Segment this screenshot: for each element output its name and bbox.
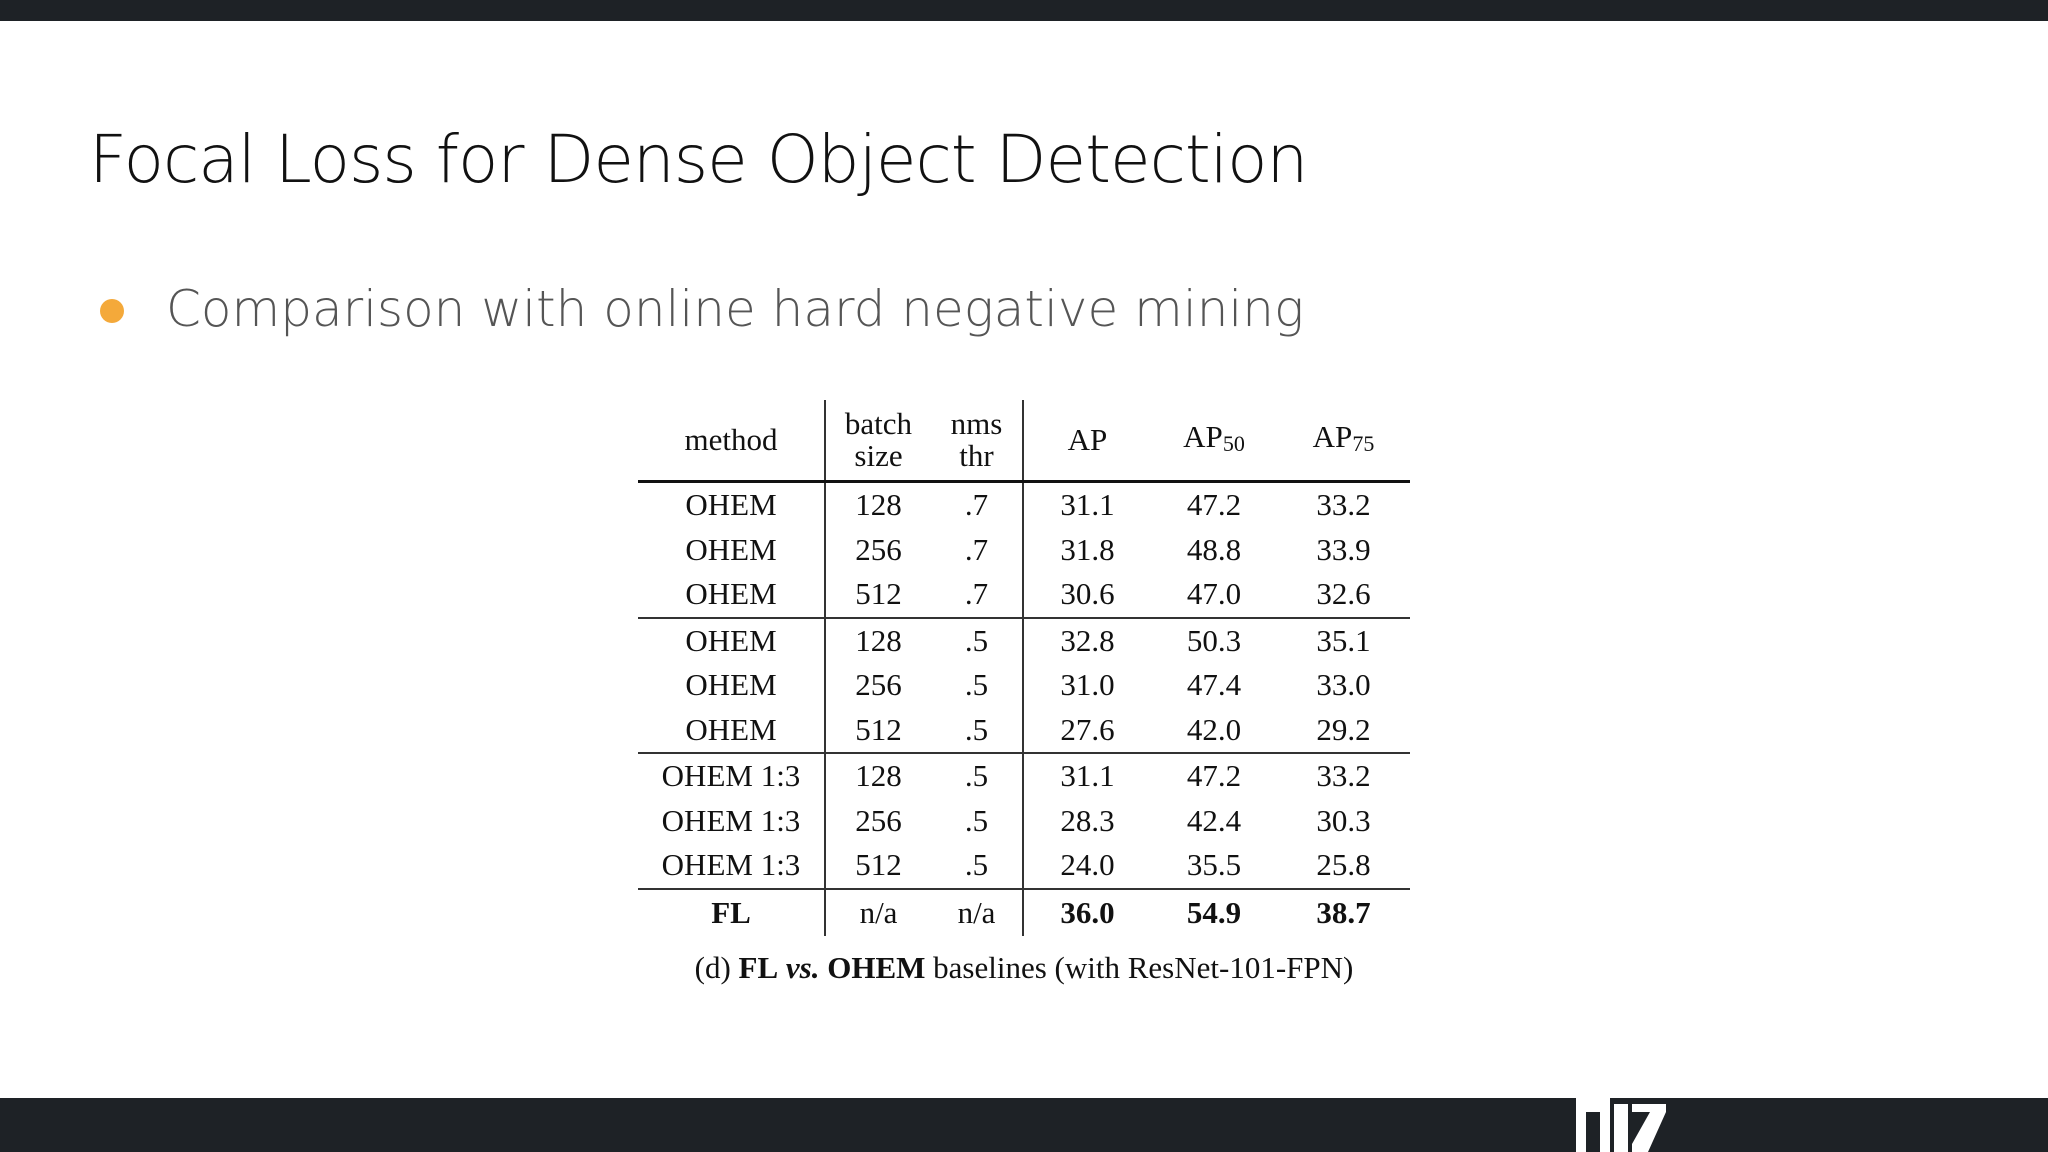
top-bar xyxy=(0,0,2048,21)
cell-ap75: 33.9 xyxy=(1316,531,1371,567)
cell-nms-thr: .5 xyxy=(931,663,1023,708)
cell-ap50: 47.0 xyxy=(1186,576,1242,612)
cell-ap75: 35.1 xyxy=(1277,618,1410,664)
cell-method: OHEM xyxy=(638,528,825,573)
cell-nms-thr: .7 xyxy=(931,528,1023,573)
cell-ap50: 42.4 xyxy=(1186,802,1242,838)
cell-method: FL xyxy=(638,889,825,936)
cell-ap75: 38.7 xyxy=(1277,889,1410,936)
cell-ap: 31.1 xyxy=(1023,753,1151,799)
cell-batch-size: 512 xyxy=(855,847,902,883)
cell-batch-size: 128 xyxy=(825,753,931,799)
cell-ap: 31.1 xyxy=(1060,487,1115,523)
table-row xyxy=(638,482,1410,528)
cell-ap50: 54.9 xyxy=(1151,889,1277,936)
cell-method: OHEM xyxy=(638,572,825,618)
header-ap50: $AP_{50}$ xyxy=(1183,418,1245,456)
table-row xyxy=(638,663,1410,708)
header-ap: AP xyxy=(1067,422,1108,457)
cell-batch-size: 128 xyxy=(855,487,902,523)
brand-logo xyxy=(1568,1092,1668,1152)
slide-title: Focal Loss for Dense Object Detection xyxy=(89,121,1308,198)
cell-nms-thr: n/a xyxy=(931,889,1023,936)
cell-batch-size: 512 xyxy=(855,576,902,612)
cell-ap50: 47.2 xyxy=(1186,487,1242,523)
cell-ap50: 35.5 xyxy=(1186,847,1242,883)
cell-nms-thr: .5 xyxy=(931,618,1023,664)
table-header-row xyxy=(638,400,1410,482)
table-row xyxy=(638,708,1410,754)
cell-method: OHEM xyxy=(638,663,825,708)
cell-method: OHEM xyxy=(638,482,825,528)
results-table xyxy=(638,400,1410,936)
cell-batch-size: 256 xyxy=(855,802,902,838)
table-caption: (d) FL vs. OHEM baselines (with ResNet-101-FPN) xyxy=(694,949,1354,985)
cell-ap75: 33.2 xyxy=(1277,753,1410,799)
cell-nms-thr: .7 xyxy=(931,482,1023,528)
cell-nms-thr: .5 xyxy=(931,708,1023,754)
bullet-text: Comparison with online hard negative mining xyxy=(166,280,1304,338)
results-table-figure xyxy=(638,400,1410,986)
table-row xyxy=(638,843,1410,889)
header-batch-size: batch size xyxy=(844,406,913,473)
cell-nms-thr: .5 xyxy=(931,753,1023,799)
cell-ap50: 42.0 xyxy=(1186,711,1242,747)
cell-ap75: 32.6 xyxy=(1316,576,1371,612)
cell-method: OHEM xyxy=(638,708,825,754)
cell-ap50: 47.4 xyxy=(1186,667,1242,703)
cell-ap75: 25.8 xyxy=(1316,847,1371,883)
table-row xyxy=(638,528,1410,573)
table-row xyxy=(638,753,1410,799)
cell-ap: 36.0 xyxy=(1023,889,1151,936)
cell-ap75: 29.2 xyxy=(1316,711,1371,747)
cell-batch-size: 256 xyxy=(855,531,902,567)
cell-ap50: 48.8 xyxy=(1186,531,1242,567)
cell-ap75: 33.0 xyxy=(1316,667,1371,703)
table-row xyxy=(638,572,1410,618)
header-ap75: $AP_{75}$ xyxy=(1312,418,1375,456)
cell-ap: 31.0 xyxy=(1060,667,1115,703)
header-method: method xyxy=(638,400,825,482)
cell-ap: 24.0 xyxy=(1060,847,1115,883)
bottom-bar xyxy=(0,1098,2048,1152)
cell-ap: 28.3 xyxy=(1060,802,1115,838)
cell-batch-size: n/a xyxy=(825,889,931,936)
cell-method: OHEM 1:3 xyxy=(638,753,825,799)
cell-ap75: 30.3 xyxy=(1316,802,1371,838)
cell-ap: 27.6 xyxy=(1060,711,1115,747)
table-row xyxy=(638,889,1410,936)
bullet-dot xyxy=(100,299,124,323)
cell-ap75: 33.2 xyxy=(1316,487,1371,523)
cell-method: OHEM 1:3 xyxy=(638,799,825,844)
cell-method: OHEM xyxy=(638,618,825,664)
cell-ap: 32.8 xyxy=(1023,618,1151,664)
cell-nms-thr: .7 xyxy=(931,572,1023,618)
cell-batch-size: 128 xyxy=(825,618,931,664)
cell-nms-thr: .5 xyxy=(931,799,1023,844)
cell-batch-size: 512 xyxy=(855,711,902,747)
cell-nms-thr: .5 xyxy=(931,843,1023,889)
table-row xyxy=(638,799,1410,844)
table-body xyxy=(638,482,1410,936)
cell-ap: 30.6 xyxy=(1060,576,1115,612)
header-nms-thr: nms thr xyxy=(931,400,1023,482)
table-row xyxy=(638,618,1410,664)
cell-ap: 31.8 xyxy=(1060,531,1115,567)
cell-ap50: 47.2 xyxy=(1151,753,1277,799)
cell-ap50: 50.3 xyxy=(1151,618,1277,664)
cell-method: OHEM 1:3 xyxy=(638,843,825,889)
cell-batch-size: 256 xyxy=(855,667,902,703)
